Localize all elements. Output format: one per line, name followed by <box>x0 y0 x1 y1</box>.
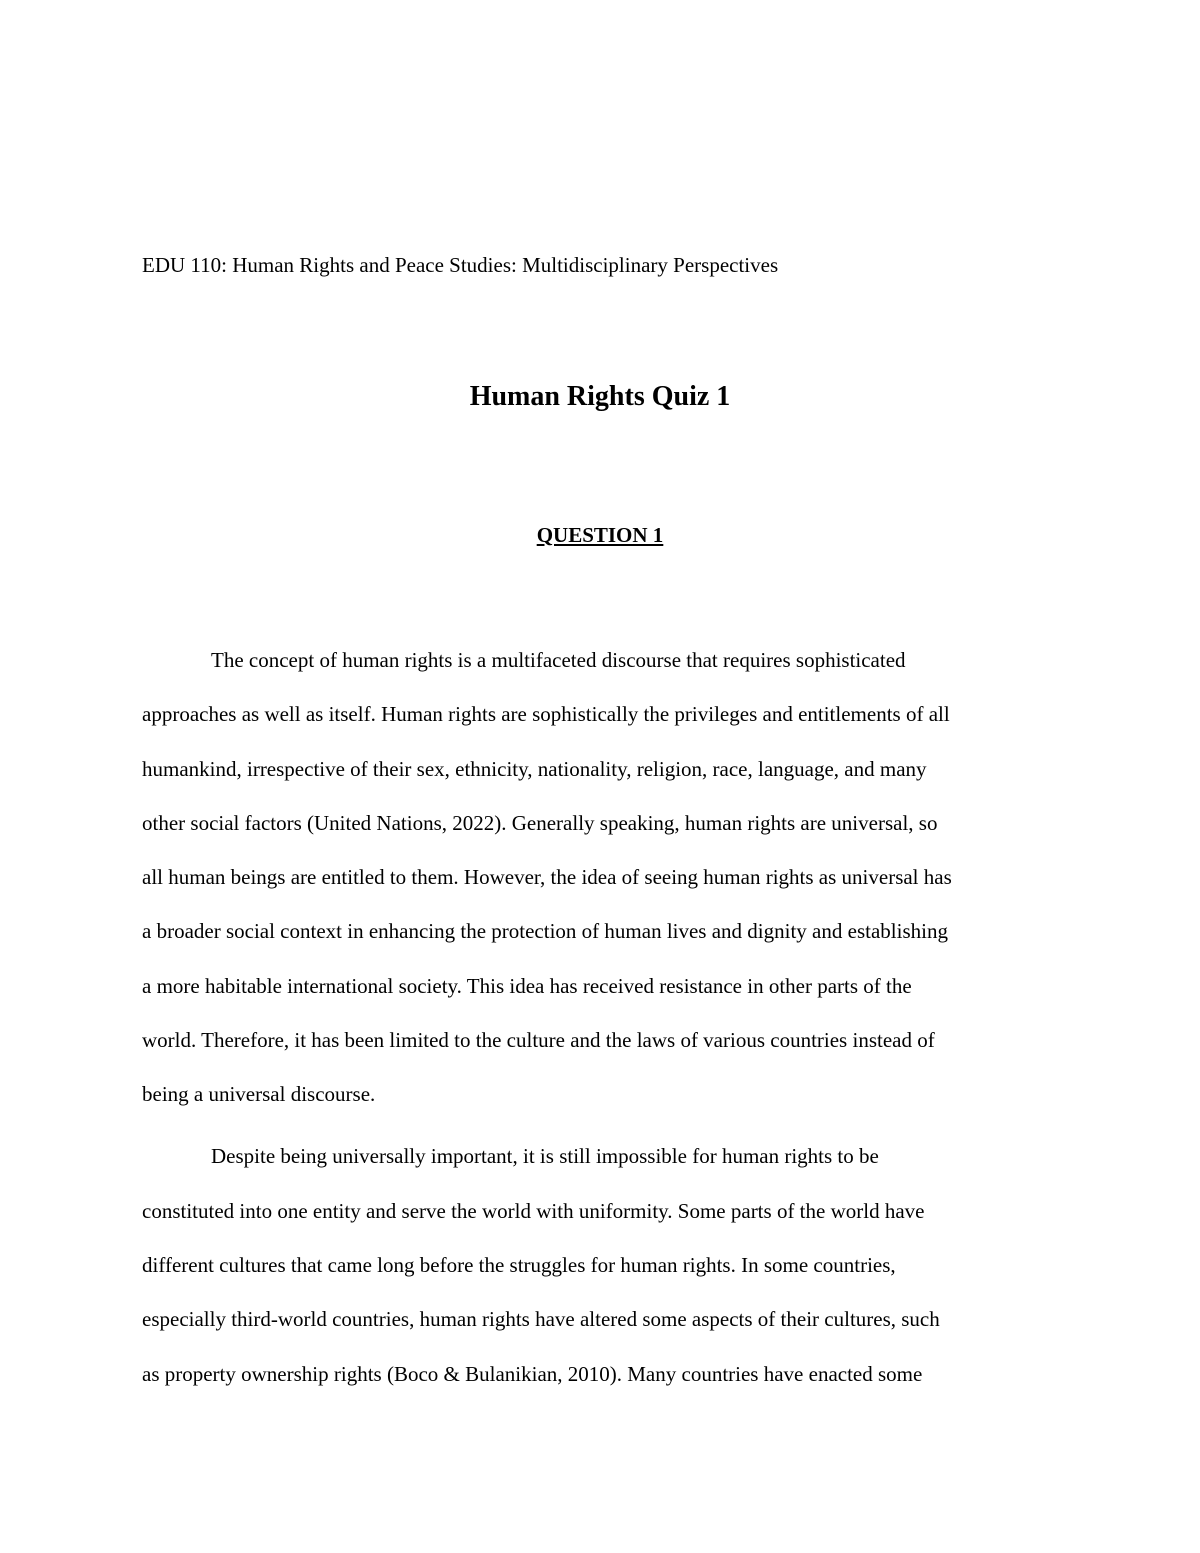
body-text <box>142 646 1062 1414</box>
paragraph-1-line-3: humankind, irrespective of their sex, ethnicity, nationality, religion, race, language, and many <box>142 756 927 781</box>
paragraph-1-line-5: all human beings are entitled to them. However, the idea of seeing human rights as universal has <box>142 865 952 890</box>
paragraph-2-line-2: constituted into one entity and serve the world with uniformity. Some parts of the world have <box>142 1198 925 1223</box>
paragraph-1-line-8: world. Therefore, it has been limited to the culture and the laws of various countries instead of <box>142 1028 935 1053</box>
paragraph-1-line-2: approaches as well as itself. Human rights are sophistically the privileges and entitlements of all <box>142 702 950 727</box>
paragraph-1-line-1: The concept of human rights is a multifaceted discourse that requires sophisticated <box>211 648 906 672</box>
paragraph-2-line-1: Despite being universally important, it is still impossible for human rights to be <box>211 1144 879 1169</box>
paragraph-2-line-4: especially third-world countries, human rights have altered some aspects of their cultures, such <box>142 1307 940 1332</box>
paragraph-1-line-7: a more habitable international society. This idea has received resistance in other parts of the <box>142 973 912 998</box>
document-title: Human Rights Quiz 1 <box>469 381 731 412</box>
paragraph-1-line-6: a broader social context in enhancing the protection of human lives and dignity and establishing <box>142 919 948 944</box>
paragraph-1-line-4: other social factors (United Nations, 2022). Generally speaking, human rights are universal, so <box>142 810 938 835</box>
question-heading: QUESTION 1 <box>536 523 664 547</box>
paragraph-2-line-3: different cultures that came long before the struggles for human rights. In some countries, <box>142 1252 896 1277</box>
course-line: EDU 110: Human Rights and Peace Studies: Multidisciplinary Perspectives <box>142 253 779 277</box>
paragraph-2-line-5: as property ownership rights (Boco & Bulanikian, 2010). Many countries have enacted some <box>142 1361 923 1386</box>
paragraph-1-line-9: being a universal discourse. <box>142 1082 376 1107</box>
